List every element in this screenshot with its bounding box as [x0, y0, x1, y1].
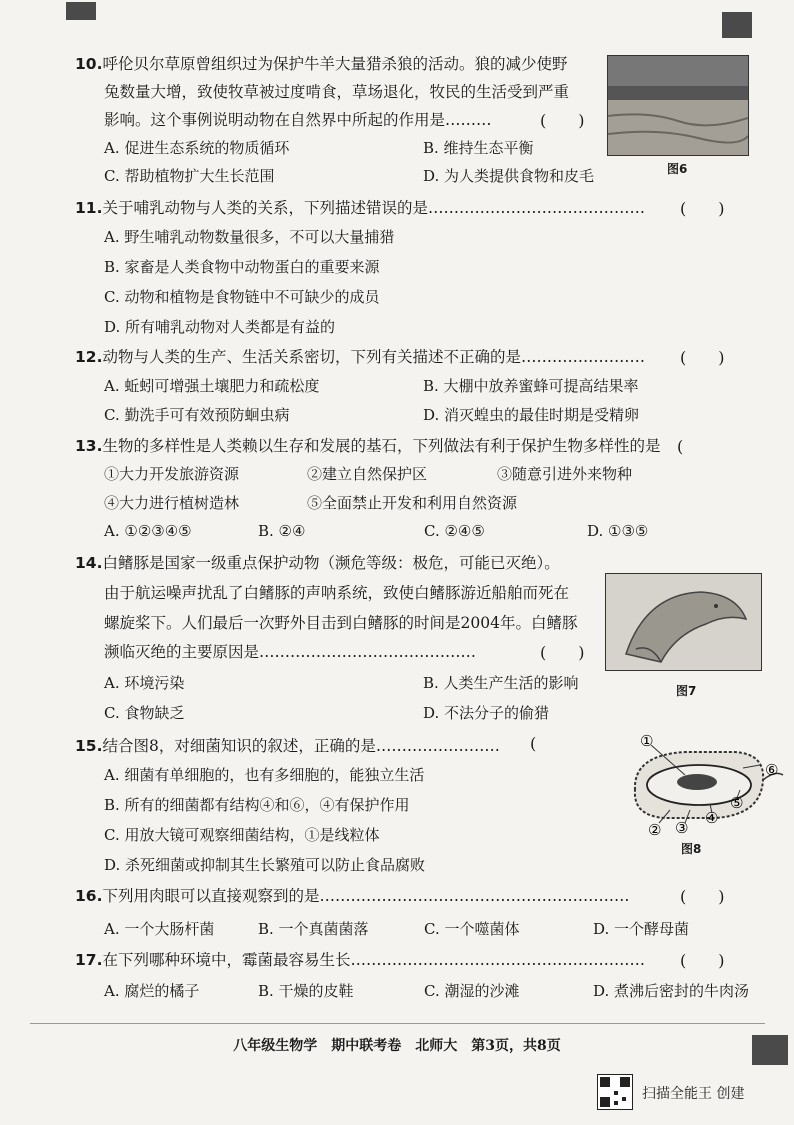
q13-line — [75, 434, 660, 456]
figure-8-bacterium-diagram — [615, 730, 785, 845]
q17-option-b: B. 干燥的皮鞋 — [258, 982, 354, 1000]
q16-option-c: C. 一个噬菌体 — [424, 920, 520, 938]
q11-line — [75, 196, 645, 218]
q10-option-a: A. 促进生态系统的物质循环 — [104, 139, 290, 157]
q15-option-d: D. 杀死细菌或抑制其生长繁殖可以防止食品腐败 — [104, 856, 426, 874]
q13-option-d: D. ①③⑤ — [587, 522, 649, 540]
page-footer: 八年级生物学 期中联考卷 北师大 第3页，共8页 — [233, 1038, 561, 1054]
q15-stem: 结合图8，对细菌知识的叙述，正确的是…………………… — [102, 737, 500, 755]
scan-corner-mark — [722, 12, 752, 38]
q11-number: 11. — [75, 199, 103, 217]
q11-answer-paren: ( ) — [680, 199, 725, 218]
q10-option-c: C. 帮助植物扩大生长范围 — [104, 167, 275, 185]
figure-7-label: 图7 — [676, 684, 697, 698]
q12-option-c: C. 勤洗手可有效预防蛔虫病 — [104, 406, 290, 424]
fig8-mark-4: ④ — [705, 809, 719, 827]
q10-line — [75, 52, 567, 74]
scan-corner-mark — [66, 2, 96, 20]
q12-line — [75, 345, 645, 367]
figure-7-dolphin-photo — [605, 573, 762, 671]
q11-option-c: C. 动物和植物是食物链中不可缺少的成员 — [104, 288, 380, 306]
q12-option-b: B. 大棚中放养蜜蜂可提高结果率 — [423, 377, 639, 395]
figure-8-label: 图8 — [681, 842, 702, 856]
q16-answer-paren: ( ) — [680, 887, 725, 906]
fig8-mark-2: ② — [648, 821, 662, 839]
scanner-watermark: 扫描全能王 创建 — [642, 1086, 745, 1102]
figure-6-grassland-photo — [607, 55, 749, 156]
q12-number: 12. — [75, 348, 103, 366]
q13-option-c: C. ②④⑤ — [424, 522, 485, 540]
q16-option-d: D. 一个酵母菌 — [593, 920, 690, 938]
q10-line1: 呼伦贝尔草原曾组织过为保护牛羊大量猎杀狼的活动。狼的减少使野 — [102, 55, 568, 73]
footer-divider — [30, 1023, 765, 1024]
q14-number: 14. — [75, 554, 103, 572]
q15-option-c: C. 用放大镜可观察细菌结构，①是线粒体 — [104, 826, 380, 844]
q13-item-1: ①大力开发旅游资源 — [104, 465, 240, 483]
q17-line — [75, 948, 645, 970]
q13-stem: 生物的多样性是人类赖以生存和发展的基石，下列做法有利于保护生物多样性的是 — [102, 437, 661, 455]
q16-number: 16. — [75, 887, 103, 905]
q10-line2: 兔数量大增，致使牧草被过度啃食，草场退化，牧民的生活受到严重 — [104, 83, 570, 101]
q10-option-d: D. 为人类提供食物和皮毛 — [423, 167, 595, 185]
q12-option-a: A. 蚯蚓可增强土壤肥力和疏松度 — [104, 377, 320, 395]
q17-number: 17. — [75, 951, 103, 969]
fig8-mark-1: ① — [640, 732, 654, 750]
fig8-mark-3: ③ — [675, 819, 689, 837]
q10-number: 10. — [75, 55, 103, 73]
fig8-mark-6: ⑥ — [765, 761, 779, 779]
q13-option-b: B. ②④ — [258, 522, 306, 540]
q15-line — [75, 734, 500, 756]
q13-item-2: ②建立自然保护区 — [307, 465, 428, 483]
q13-item-3: ③随意引进外来物种 — [497, 465, 633, 483]
q12-option-d: D. 消灭蝗虫的最佳时期是受精卵 — [423, 406, 640, 424]
q14-answer-paren: ( ) — [540, 643, 585, 662]
q14-line — [75, 551, 560, 573]
q14-option-c: C. 食物缺乏 — [104, 704, 185, 722]
grassland-image — [608, 56, 748, 155]
q11-stem: 关于哺乳动物与人类的关系，下列描述错误的是…………………………………… — [102, 199, 645, 217]
q16-stem: 下列用肉眼可以直接观察到的是…………………………………………………… — [102, 887, 630, 905]
figure-6-label: 图6 — [667, 162, 688, 176]
q16-line — [75, 884, 629, 906]
q13-option-a: A. ①②③④⑤ — [104, 522, 192, 540]
q12-stem: 动物与人类的生产、生活关系密切，下列有关描述不正确的是…………………… — [102, 348, 645, 366]
q14-line4: 濒临灭绝的主要原因是…………………………………… — [104, 643, 477, 661]
dolphin-image — [606, 574, 761, 670]
qr-code-icon — [597, 1074, 633, 1110]
q16-option-b: B. 一个真菌菌落 — [258, 920, 369, 938]
q11-option-d: D. 所有哺乳动物对人类都是有益的 — [104, 318, 336, 336]
fig8-mark-5: ⑤ — [730, 794, 744, 812]
q15-option-b: B. 所有的细菌都有结构④和⑥，④有保护作用 — [104, 796, 410, 814]
q13-answer-paren: ( — [677, 437, 700, 456]
q13-item-5: ⑤全面禁止开发和利用自然资源 — [307, 494, 518, 512]
q15-number: 15. — [75, 737, 103, 755]
q12-answer-paren: ( ) — [680, 348, 725, 367]
q17-stem: 在下列哪种环境中，霉菌最容易生长………………………………………………… — [102, 951, 645, 969]
q17-option-c: C. 潮湿的沙滩 — [424, 982, 520, 1000]
q17-answer-paren: ( ) — [680, 951, 725, 970]
q11-option-a: A. 野生哺乳动物数量很多，不可以大量捕猎 — [104, 228, 395, 246]
q15-option-a: A. 细菌有单细胞的，也有多细胞的，能独立生活 — [104, 766, 425, 784]
q16-option-a: A. 一个大肠杆菌 — [104, 920, 215, 938]
q14-option-b: B. 人类生产生活的影响 — [423, 674, 579, 692]
q11-option-b: B. 家畜是人类食物中动物蛋白的重要来源 — [104, 258, 380, 276]
q14-line3: 螺旋桨下。人们最后一次野外目击到白鳍豚的时间是2004年。白鳍豚 — [104, 614, 578, 632]
q14-option-d: D. 不法分子的偷猎 — [423, 704, 550, 722]
q17-option-d: D. 煮沸后密封的牛肉汤 — [593, 982, 750, 1000]
q10-answer-paren: ( ) — [540, 111, 585, 130]
q14-line2: 由于航运噪声扰乱了白鳍豚的声呐系统，致使白鳍豚游近船舶而死在 — [104, 584, 570, 602]
q10-option-b: B. 维持生态平衡 — [423, 139, 534, 157]
q14-option-a: A. 环境污染 — [104, 674, 185, 692]
q13-item-4: ④大力进行植树造林 — [104, 494, 240, 512]
q13-number: 13. — [75, 437, 103, 455]
q10-line3: 影响。这个事例说明动物在自然界中所起的作用是……… — [104, 111, 492, 129]
q15-answer-paren: ( — [530, 734, 537, 753]
q17-option-a: A. 腐烂的橘子 — [104, 982, 200, 1000]
q14-line1: 白鳍豚是国家一级重点保护动物（濒危等级：极危，可能已灭绝）。 — [102, 554, 560, 572]
